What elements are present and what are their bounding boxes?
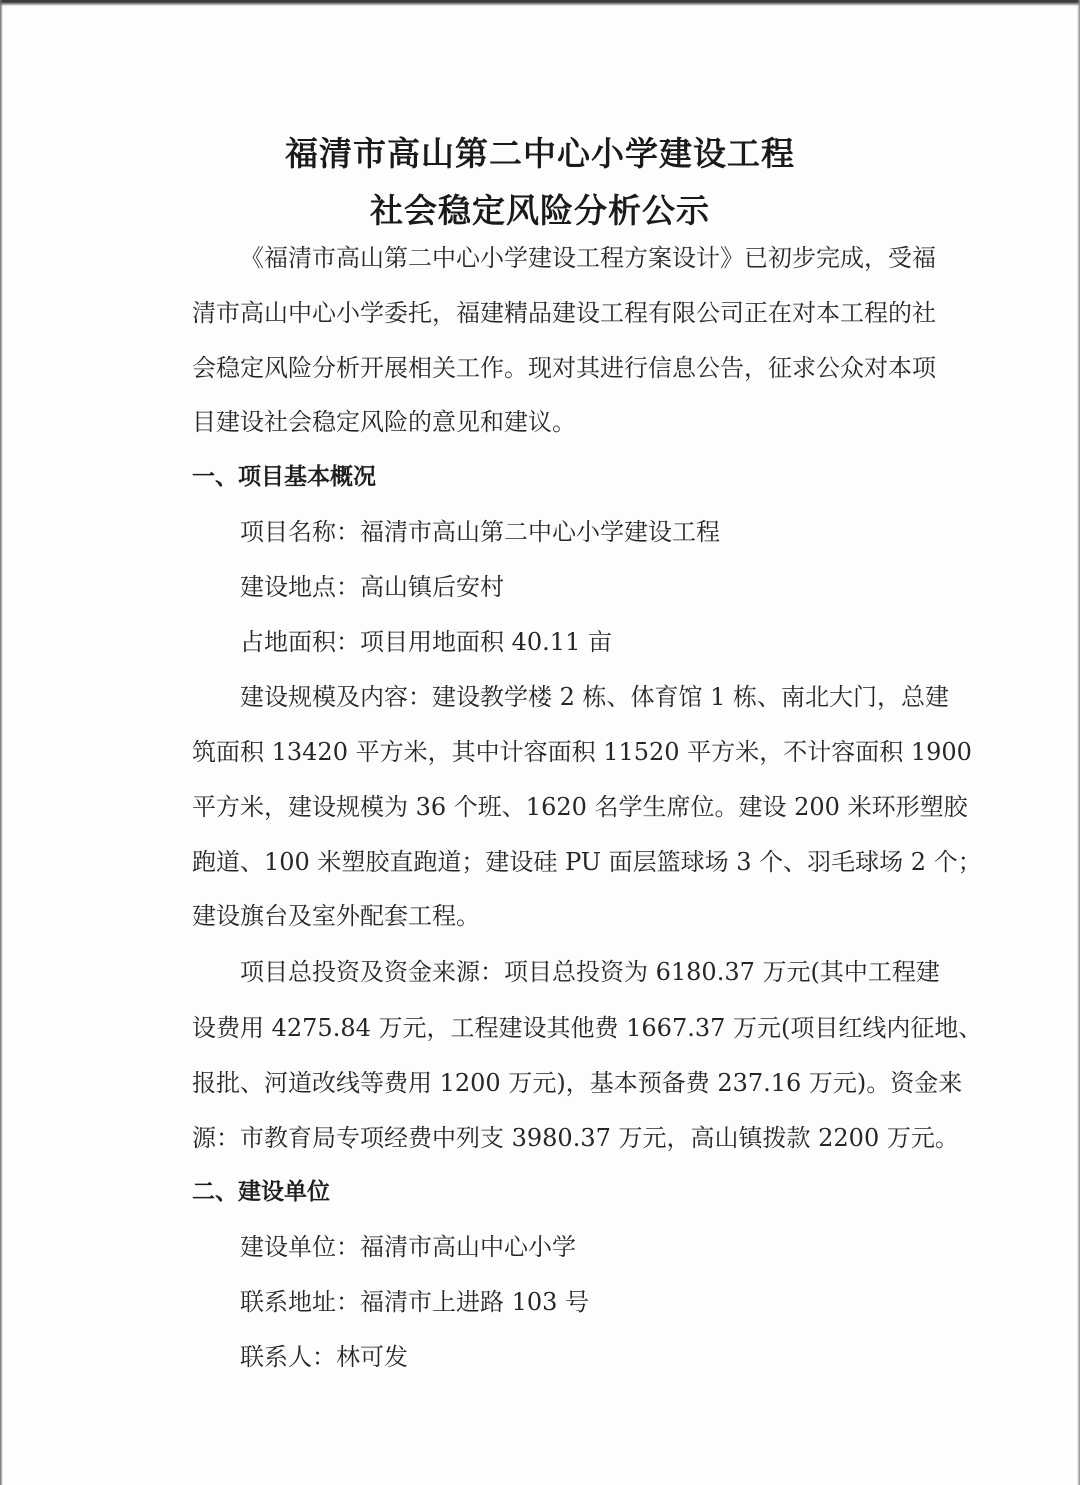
project-name: 项目名称：福清市高山第二中心小学建设工程 (240, 518, 720, 546)
scale-line-5: 建设旗台及室外配套工程。 (192, 902, 480, 930)
investment-line-2: 设费用 4275.84 万元，工程建设其他费 1667.37 万元(项目红线内征地、 (192, 1014, 983, 1042)
section2-heading: 二、建设单位 (192, 1179, 330, 1205)
scale-line-2: 筑面积 13420 平方米，其中计容面积 11520 平方米，不计容面积 1900 (192, 738, 972, 766)
investment-line-3: 报批、河道改线等费用 1200 万元)，基本预备费 237.16 万元)。资金来 (192, 1069, 963, 1097)
scan-edge-top (0, 0, 1080, 6)
document-title-line2: 社会稳定风险分析公示 (370, 191, 710, 230)
scale-line-1: 建设规模及内容：建设教学楼 2 栋、体育馆 1 栋、南北大门，总建 (240, 683, 950, 711)
contact-person: 联系人：林可发 (240, 1343, 408, 1371)
project-location: 建设地点：高山镇后安村 (240, 573, 504, 601)
construction-unit: 建设单位：福清市高山中心小学 (240, 1233, 576, 1261)
contact-address: 联系地址：福清市上进路 103 号 (240, 1288, 590, 1316)
investment-line-4: 源：市教育局专项经费中列支 3980.37 万元，高山镇拨款 2200 万元。 (192, 1124, 959, 1152)
section1-heading: 一、项目基本概况 (192, 464, 376, 490)
intro-line-2: 清市高山中心小学委托，福建精品建设工程有限公司正在对本工程的社 (192, 299, 936, 327)
scale-line-3: 平方米，建设规模为 36 个班、1620 名学生席位。建设 200 米环形塑胶 (192, 793, 968, 821)
intro-line-1: 《福清市高山第二中心小学建设工程方案设计》已初步完成，受福 (240, 244, 936, 272)
scale-line-4: 跑道、100 米塑胶直跑道；建设硅 PU 面层篮球场 3 个、羽毛球场 2 个； (192, 848, 982, 876)
intro-line-3: 会稳定风险分析开展相关工作。现对其进行信息公告，征求公众对本项 (192, 354, 936, 382)
intro-line-4: 目建设社会稳定风险的意见和建议。 (192, 408, 576, 436)
project-area: 占地面积：项目用地面积 40.11 亩 (240, 628, 612, 656)
document-title-line1: 福清市高山第二中心小学建设工程 (285, 134, 795, 173)
investment-line-1: 项目总投资及资金来源：项目总投资为 6180.37 万元(其中工程建 (240, 958, 940, 986)
